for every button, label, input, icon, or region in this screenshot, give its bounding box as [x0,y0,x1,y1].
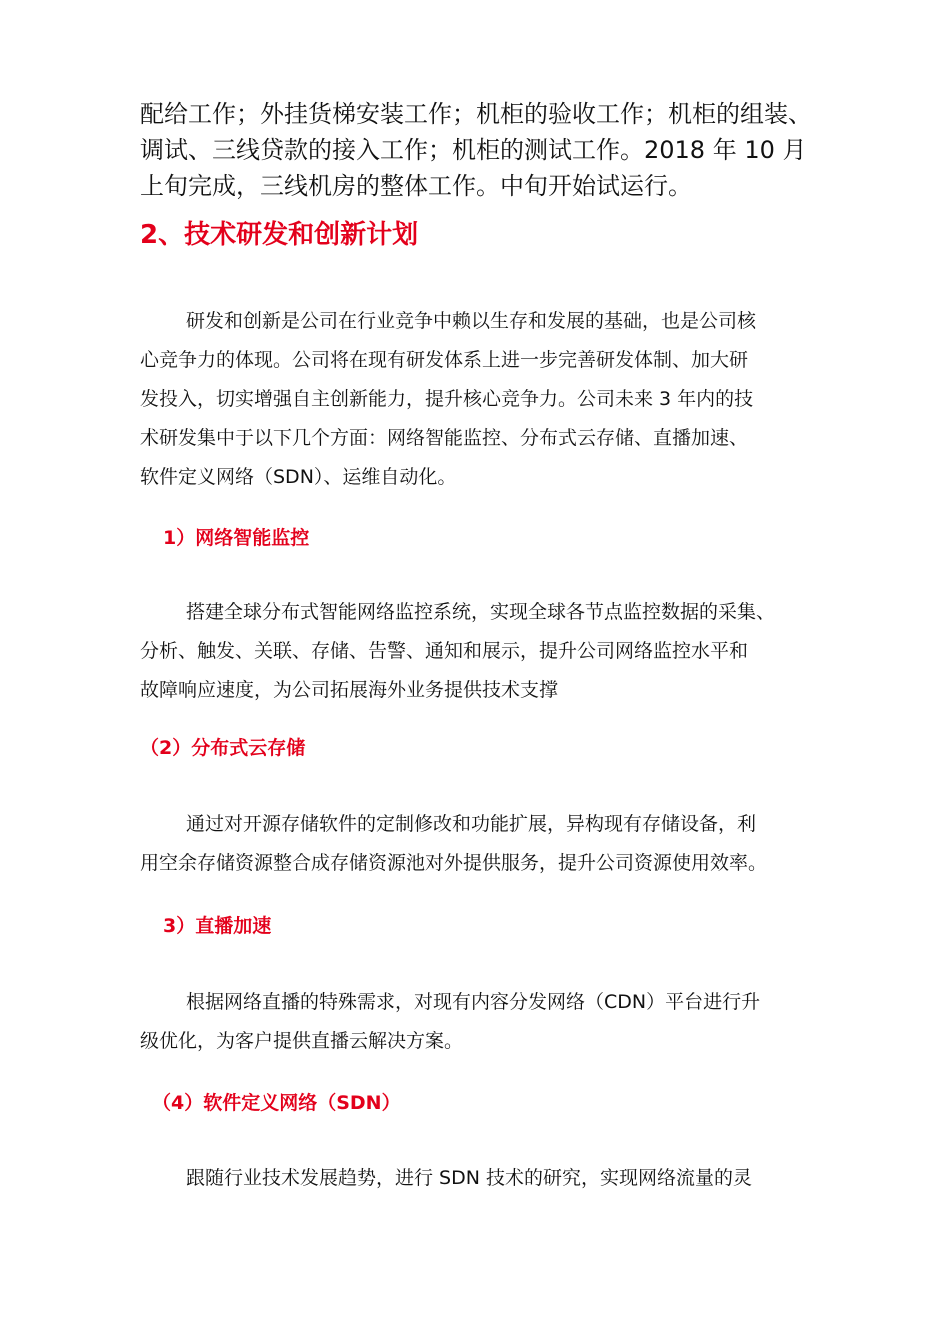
intro-paragraph [140,96,840,204]
section-heading: 2、技术研发和创新计划 [140,220,419,250]
subsection-heading-sdn: （4）软件定义网络（SDN） [152,1092,401,1114]
intro-line: 配给工作；外挂货梯安装工作；机柜的验收工作；机柜的组装、 [140,100,812,128]
paragraph-line: 分析、触发、关联、存储、告警、通知和展示，提升公司网络监控水平和 [140,640,749,662]
intro-line: 调试、三线贷款的接入工作；机柜的测试工作。2018 年 10 月 [140,136,807,164]
subsection-paragraph-live-acceleration [140,983,840,1061]
subsection-heading-monitoring: 1）网络智能监控 [163,527,310,549]
paragraph-line: 通过对开源存储软件的定制修改和功能扩展，异构现有存储设备，利 [186,813,757,835]
overview-line: 软件定义网络（SDN）、运维自动化。 [140,466,457,488]
paragraph-line: 搭建全球分布式智能网络监控系统，实现全球各节点监控数据的采集、 [186,601,776,623]
subsection-heading-live-acceleration: 3）直播加速 [163,915,272,937]
subsection-paragraph-monitoring [140,593,840,710]
paragraph-line: 跟随行业技术发展趋势，进行 SDN 技术的研究，实现网络流量的灵 [186,1167,752,1189]
overview-line: 术研发集中于以下几个方面：网络智能监控、分布式云存储、直播加速、 [140,427,749,449]
paragraph-line: 故障响应速度，为公司拓展海外业务提供技术支撑 [140,679,559,701]
overview-line: 心竞争力的体现。公司将在现有研发体系上进一步完善研发体制、加大研 [140,349,749,371]
overview-line: 研发和创新是公司在行业竞争中赖以生存和发展的基础，也是公司核 [186,310,757,332]
subsection-heading-storage: （2）分布式云存储 [140,737,306,759]
overview-line: 发投入，切实增强自主创新能力，提升核心竞争力。公司未来 3 年内的技 [140,388,754,410]
subsection-paragraph-sdn [140,1159,840,1198]
paragraph-line: 根据网络直播的特殊需求，对现有内容分发网络（CDN）平台进行升 [186,991,761,1013]
paragraph-line: 级优化，为客户提供直播云解决方案。 [140,1030,464,1052]
paragraph-line: 用空余存储资源整合成存储资源池对外提供服务，提升公司资源使用效率。 [140,852,768,874]
subsection-paragraph-storage [140,805,840,883]
intro-line: 上旬完成，三线机房的整体工作。中旬开始试运行。 [140,172,692,200]
overview-paragraph [140,302,840,497]
